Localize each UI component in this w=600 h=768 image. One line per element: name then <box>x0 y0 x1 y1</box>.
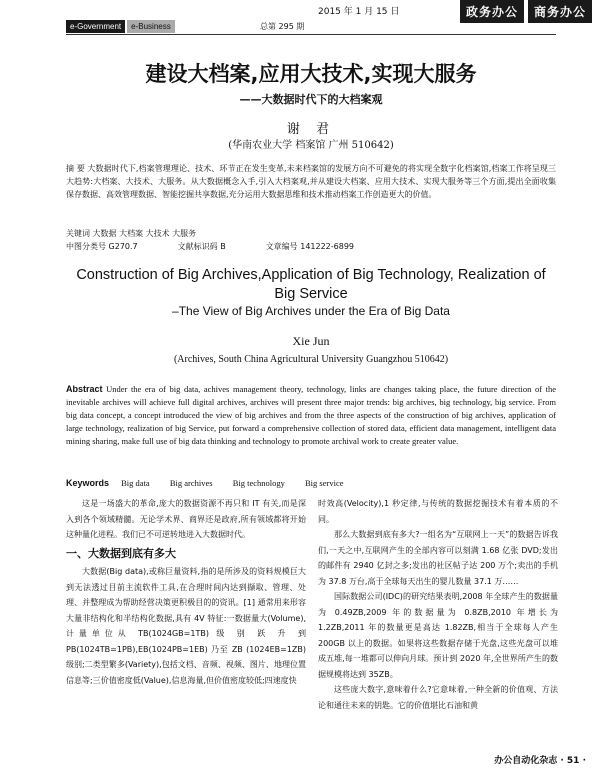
body-paragraph: 那么大数据到底有多大?一组名为“互联网上一天”的数据告诉我们,一天之中,互联网产生的全部内容可以刻满 1.68 亿张 DVD;发出的邮件有 2940 亿封之多;发出的社区帖子达 200 万个;卖出的手机为 37.8 万台,高于全球每天出生的婴儿数量 37.1 万…… <box>318 530 558 586</box>
class-number: 中图分类号 G270.7 <box>66 242 138 251</box>
body-paragraph: 大数据(Big data),或称巨量资料,指的是所涉及的资料规模巨大到无法透过目前主流软件工具,在合理时间内达到撷取、管理、处理、并整理成为帮助经营决策更积极目的的资讯。[1] 通常用来形容大量非结构化和半结构化数据,具有 4V 特征:一数据量大(Volume),计量单位从 TB(1024GB=1TB) 级 别 跃 升 到 PB(1024TB=1PB),EB(1024PB=1EB) 乃至 ZB (1024EB=1ZB) 级别;二类型繁多(Variety),包括文档、音频、视频、图片、地理位置信息等;三价值密度低(Value),信息海量,但价值密度较低;四速度快 <box>66 567 306 685</box>
tab-government-office: 政务办公 <box>460 0 524 23</box>
tab-business-office: 商务办公 <box>528 0 592 23</box>
author-cn: 谢 君 <box>286 122 336 137</box>
body-paragraph: 时效高(Velocity),1 秒定律,与传统的数据挖掘技术有着本质的不同。 <box>318 499 558 524</box>
column-bar <box>66 20 175 33</box>
keywords-label: Keywords <box>66 478 110 488</box>
section-tabs <box>460 0 592 23</box>
issue-number: 总第 295 期 <box>260 22 305 31</box>
article-number: 文章编号 141222-6899 <box>265 242 355 251</box>
document-code: 文献标识码 B <box>177 242 226 251</box>
abstract-en-text: Under the era of big data, achives management theory, technology, links are changes taking place, the future direction of the inevitable archives will achieve full digital archives, archives will present three major trends: big archives, big technology, big service. From big data concept, a concept introduced the view of big archives and from the three aspects of the construction of big archives, application of large technology, realization of big Service, put forward a comprehensive collection of stored data, efficient data management, intelligent data mining sharing, make full use of big data thinking and technology to promote archival work to create greater value. <box>66 384 556 446</box>
section-heading: 一、大数据到底有多大 <box>66 546 176 560</box>
abstract-label: Abstract <box>66 384 103 394</box>
page-footer: 办公自动化杂志 · 51 · <box>494 756 586 766</box>
body-column-left <box>66 496 306 688</box>
classification-row <box>66 241 556 252</box>
keyword: Big data <box>121 478 150 488</box>
article-title-en: Construction of Big Archives,Application of Big Technology, Realization of Big Service <box>76 267 546 302</box>
keyword: Big archives <box>169 478 213 488</box>
article-title-cn: 建设大档案,应用大技术,实现大服务 <box>145 62 477 86</box>
column-egov: e-Government <box>66 20 125 33</box>
column-ebiz: e-Business <box>127 20 175 33</box>
body-column-right <box>318 496 558 713</box>
article-subtitle-cn: ——大数据时代下的大档案观 <box>239 93 383 106</box>
body-paragraph: 这些庞大数字,意味着什么?它意味着,一种全新的价值观、方法论和通往未来的钥匙。它的价值堪比石油和黄 <box>318 685 558 710</box>
keywords-cn: 关键词 大数据 大档案 大技术 大服务 <box>66 229 197 238</box>
keyword: Big service <box>305 478 344 488</box>
affiliation-en: (Archives, South China Agricultural University Guangzhou 510642) <box>173 354 449 365</box>
author-en: Xie Jun <box>292 334 330 348</box>
issue-date: 2015 年 1 月 15 日 <box>318 7 400 17</box>
article-subtitle-en: –The View of Big Archives under the Era of Big Data <box>172 304 450 318</box>
body-paragraph: 这是一场盛大的革命,庞大的数据资源不再只和 IT 有关,而是深入到各个领域精髓。无论学术界、商界还是政府,所有领域都将开始这种量化进程。我们已不可逆转地进入大数据时代。 <box>66 499 306 539</box>
affiliation-cn: (华南农业大学 档案馆 广州 510642) <box>228 140 394 151</box>
keyword: Big technology <box>232 478 285 488</box>
abstract-cn: 摘 要 大数据时代下,档案管理理论、技术、环节正在发生变革,未来档案馆的发展方向不可避免的将实现全数字化档案馆,档案工作将呈现三大趋势:大档案、大技术、大服务。从大数据概念入手,引入大档案观,并从建设大档案、应用大技术、实现大服务等三个方面,提出全面收集保存数据、高效管理数据、智能挖掘共享数据,充分运用大数据思维和技术推动档案工作创造更大的价值。 <box>66 164 556 199</box>
abstract-en <box>66 383 556 448</box>
header-rule <box>66 34 556 35</box>
body-paragraph: 国际数据公司(IDC)的研究结果表明,2008 年全球产生的数据量为 0.49ZB,2009 年的数据量为 0.8ZB,2010 年增长为 1.2ZB,2011 年的数量更是高达 1.82ZB,相当于全球每人产生 200GB 以上的数据。如果将这些数据存储于光盘,这些光盘可以堆成五堆,每一堆都可以伸向月球。预计到 2020 年,全世界所产生的数据规模将达到 35ZB。 <box>318 592 558 679</box>
keywords-en <box>66 478 556 488</box>
